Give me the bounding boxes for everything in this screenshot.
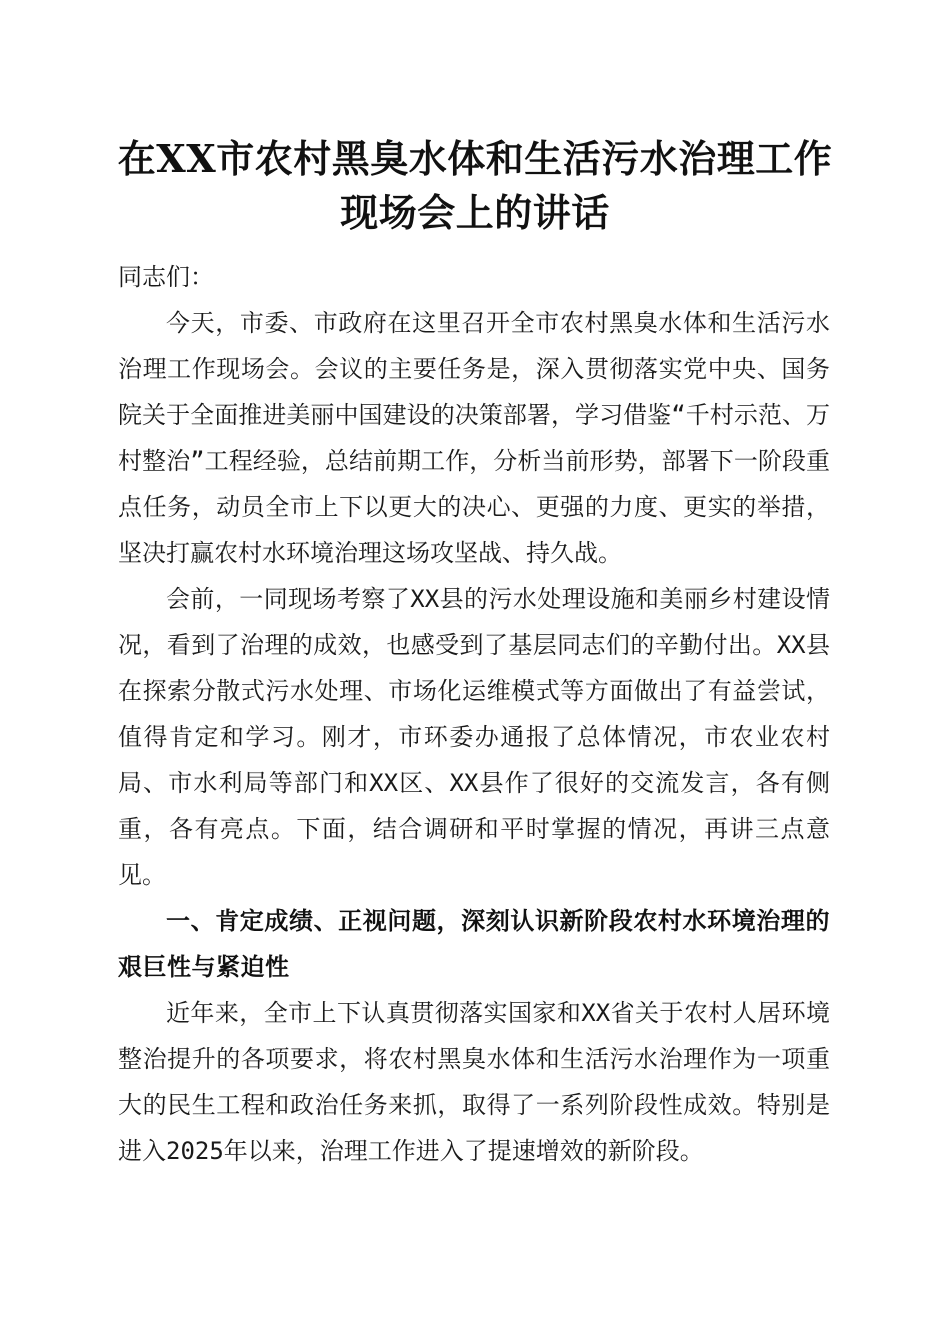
document-title: 在XX市农村黑臭水体和生活污水治理工作现场会上的讲话 (117, 136, 833, 235)
paragraph-intro: 今天，市委、市政府在这里召开全市农村黑臭水体和生活污水治理工作现场会。会议的主要任务是，深入贯彻落实党中央、国务院关于全面推进美丽中国建设的决策部署，学习借鉴“千村示范、万村整治”工程经验，总结前期工作，分析当前形势，部署下一阶段重点任务，动员全市上下以更大的决心、更强的力度、更实的举措，坚决打赢农村水环境治理这场攻坚战、持久战。 (118, 309, 830, 567)
salutation: 同志们： (118, 263, 214, 291)
section-heading-one: 一、肯定成绩、正视问题，深刻认识新阶段农村水环境治理的艰巨性与紧迫性 (118, 907, 830, 981)
paragraph-site-visit: 会前，一同现场考察了XX县的污水处理设施和美丽乡村建设情况，看到了治理的成效，也感受到了基层同志们的辛勤付出。XX县在探索分散式污水处理、市场化运维模式等方面做出了有益尝试，值得肯定和学习。刚才，市环委办通报了总体情况，市农业农村局、市水利局等部门和XX区、XX县作了很好的交流发言，各有侧重，各有亮点。下面，结合调研和平时掌握的情况，再讲三点意见。 (118, 585, 830, 889)
document-body (118, 254, 830, 1174)
paragraph-achievements: 近年来，全市上下认真贯彻落实国家和XX省关于农村人居环境整治提升的各项要求，将农村黑臭水体和生活污水治理作为一项重大的民生工程和政治任务来抓，取得了一系列阶段性成效。特别是进入2025年以来，治理工作进入了提速增效的新阶段。 (118, 999, 830, 1165)
